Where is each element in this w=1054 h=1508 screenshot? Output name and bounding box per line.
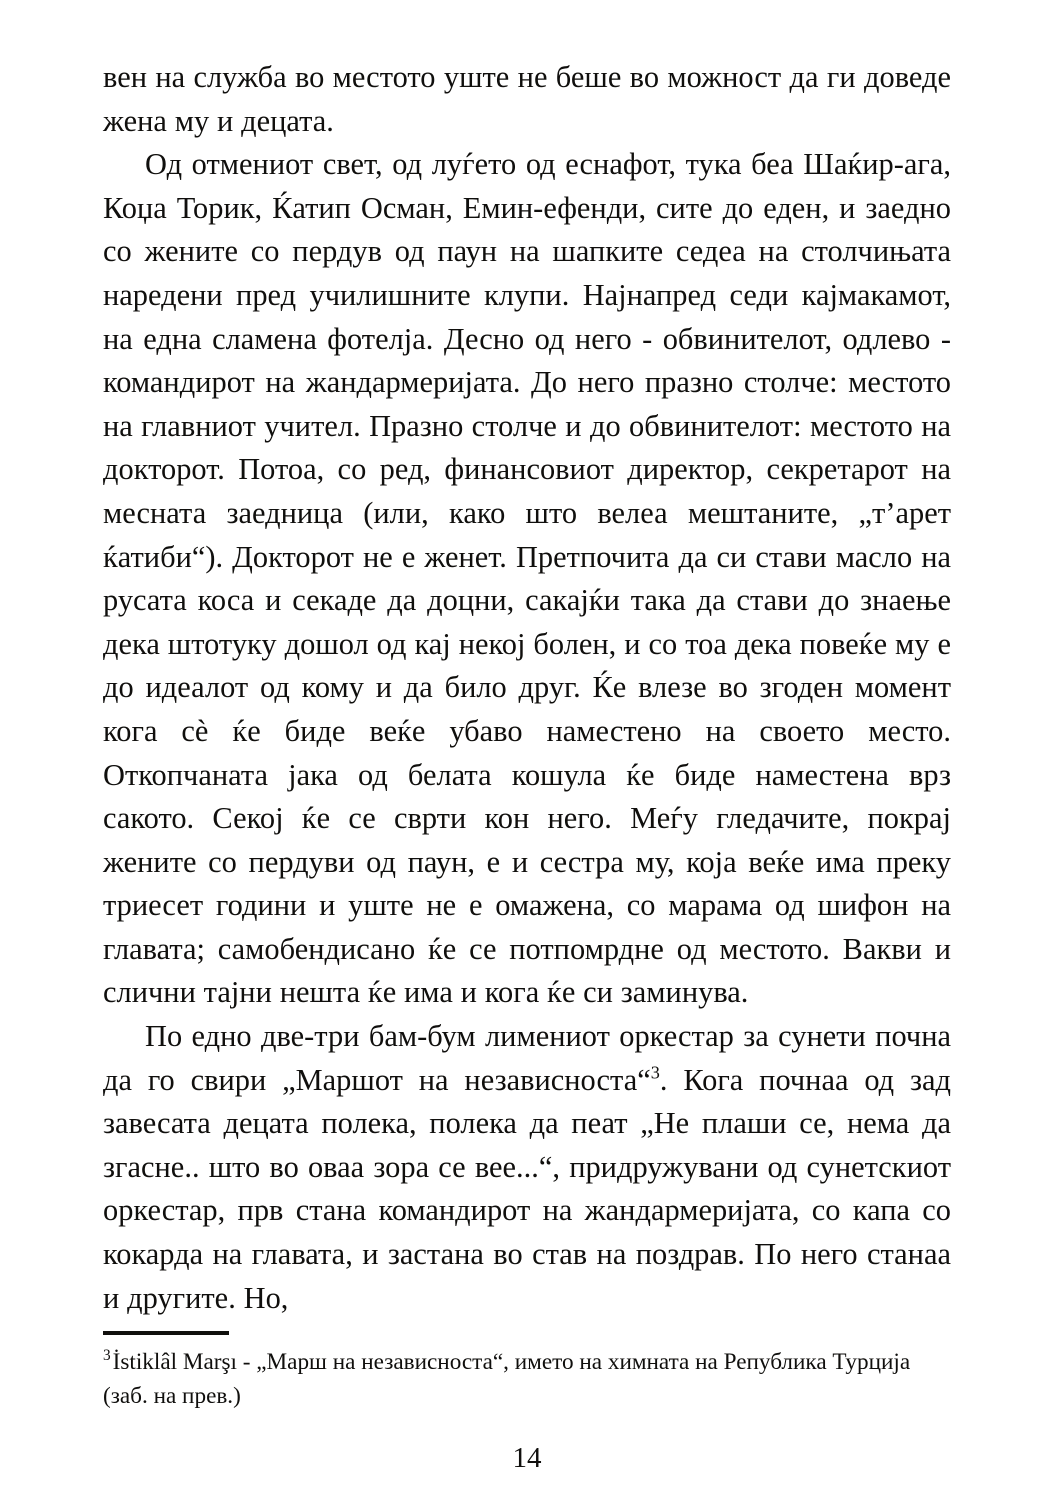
- page-number: 14: [512, 1442, 542, 1474]
- footnote-item: [103, 1346, 951, 1413]
- footnote-separator-rule: [103, 1331, 229, 1335]
- paragraph-continued: вен на служба во местото уште не беше во можност да ги доведе жена му и децата.: [103, 60, 951, 138]
- paragraph-gathering: Од отмениот свет, од луѓето од еснафот, тука беа Шаќир-ага, Коџа Торик, Ќатип Осман, Емин-ефенди, сите до еден, и заедно со жените со пердув од паун на шапките седеа на столчињата наредени пред училишните клупи. Најнапред седи кајмакамот, на една сламена фотелја. Десно од него - обвинителот, одлево - командирот на жандармеријата. До него празно столче: местото на главниот учител. Празно столче и до обвинителот: местото на докторот. Потоа, со ред, финансовиот директор, секретарот на месната заедница (или, како што велеа мештаните, „т’арет ќатиби“). Докторот не е женет. Претпочита да си стави масло на русата коса и секаде да доцни, сакајќи така да стави до знаење дека штотуку дошол од кај некој болен, и со тоа дека повеќе му е до идеалот од кому и да било друг. Ќе влезе во згоден момент кога сѐ ќе биде веќе убаво наместено на своето место. Откопчаната јака од белата кошула ќе биде наместена врз сакото. Секој ќе се сврти кон него. Меѓу гледачите, покрај жените со пердуви од паун, е и сестра му, која веќе има преку триесет години и уште не е омажена, со марама од шифон на главата; самобендисано ќе се потпомрдне од местото. Вакви и слични тајни нешта ќе има и кога ќе си заминува.: [103, 147, 951, 1010]
- footnote-marker: 3: [103, 1346, 111, 1364]
- footnote-body-text: İstiklâl Marşı - „Марш на независноста“, името на химната на Република Турција (заб. на прев.): [103, 1349, 911, 1409]
- footnote-area: [103, 1331, 951, 1413]
- body-text-column: [103, 56, 951, 1320]
- paragraph-march-text-before-ref: По едно две-три бам-бум лимениот оркестар за сунети почна да го свири „Маршот на независноста“: [103, 1019, 951, 1097]
- paragraph-march: [103, 1015, 951, 1320]
- paragraph-march-text-after-ref: . Кога почнаа од зад завесата децата полека, полека да пеат „Не плаши се, нема да згасне.. што во оваа зора се вее...“, придружувани од сунетскиот оркестар, прв стана командирот на жандармеријата, со капа со кокарда на главата, и застана во став на поздрав. По него станаа и другите. Но,: [103, 1062, 952, 1315]
- footnote-reference-3[interactable]: 3: [650, 1062, 660, 1083]
